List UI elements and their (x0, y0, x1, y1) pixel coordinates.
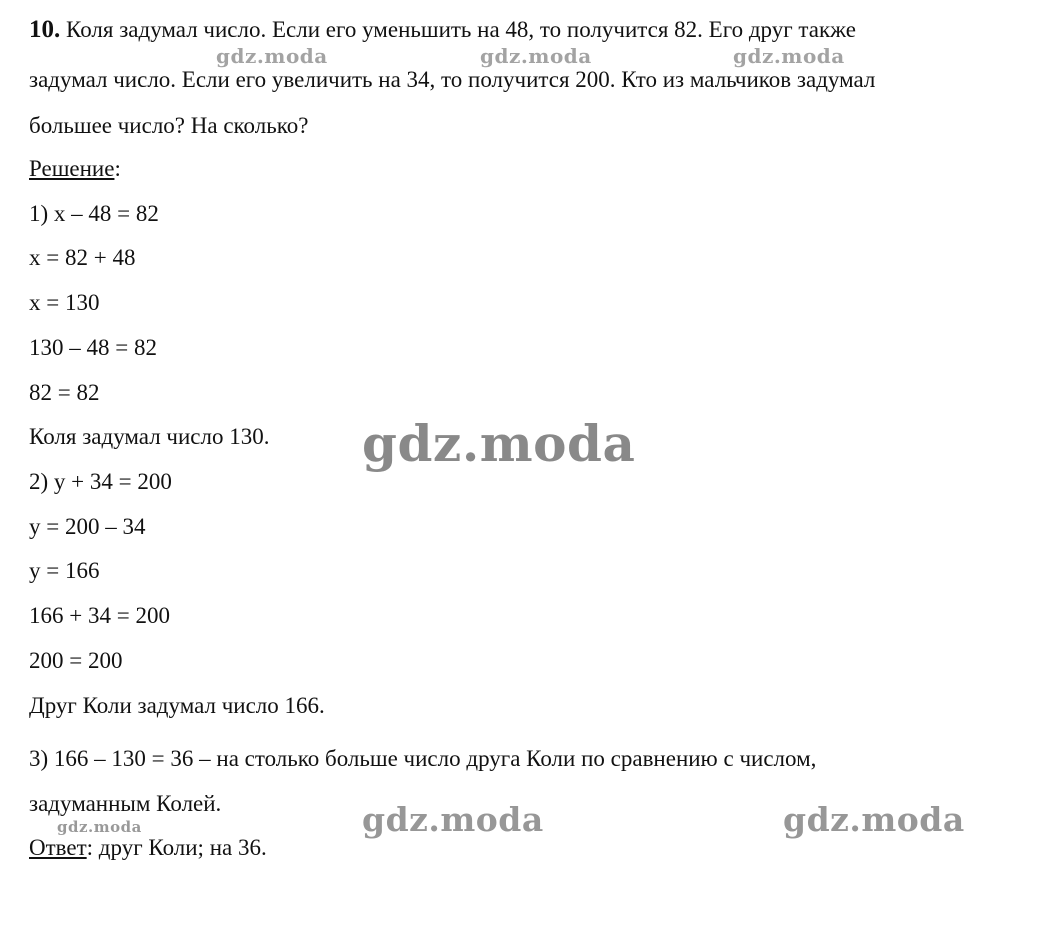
task-line-1 (29, 16, 856, 44)
task-number: 10. (29, 16, 61, 43)
step-line: 200 = 200 (29, 648, 123, 673)
step-line: x = 82 + 48 (29, 245, 136, 270)
solution-heading: Решение: (29, 156, 121, 181)
watermark: gdz.moda (480, 44, 592, 68)
step-line: 130 – 48 = 82 (29, 335, 157, 360)
step-line: y = 200 – 34 (29, 514, 146, 539)
step-line: Коля задумал число 130. (29, 424, 270, 449)
step-line: 3) 166 – 130 = 36 – на столько больше число друга Коли по сравнению с числом, (29, 746, 817, 771)
task-line-2: задумал число. Если его увеличить на 34, то получится 200. Кто из мальчиков задумал (29, 67, 876, 92)
watermark: gdz.moda (362, 800, 544, 839)
step-line: Друг Коли задумал число 166. (29, 693, 325, 718)
watermark: gdz.moda (783, 800, 965, 839)
step-line: x = 130 (29, 290, 100, 315)
task-text-1: Коля задумал число. Если его уменьшить на 48, то получится 82. Его друг также (66, 17, 856, 42)
step-line: задуманным Колей. (29, 791, 222, 816)
answer-label: Ответ (29, 835, 87, 860)
watermark: gdz.moda (216, 44, 328, 68)
answer-text: : друг Коли; на 36. (86, 835, 267, 860)
watermark: gdz.moda (733, 44, 845, 68)
step-line: y = 166 (29, 558, 100, 583)
step-line: 82 = 82 (29, 380, 100, 405)
solution-heading-label: Решение (29, 156, 115, 181)
watermark: gdz.moda (362, 414, 636, 473)
watermark: gdz.moda (57, 818, 142, 836)
step-line: 1) x – 48 = 82 (29, 201, 159, 226)
step-line: 2) y + 34 = 200 (29, 469, 172, 494)
task-line-3: большее число? На сколько? (29, 113, 309, 138)
answer-line (29, 835, 267, 861)
step-line: 166 + 34 = 200 (29, 603, 170, 628)
